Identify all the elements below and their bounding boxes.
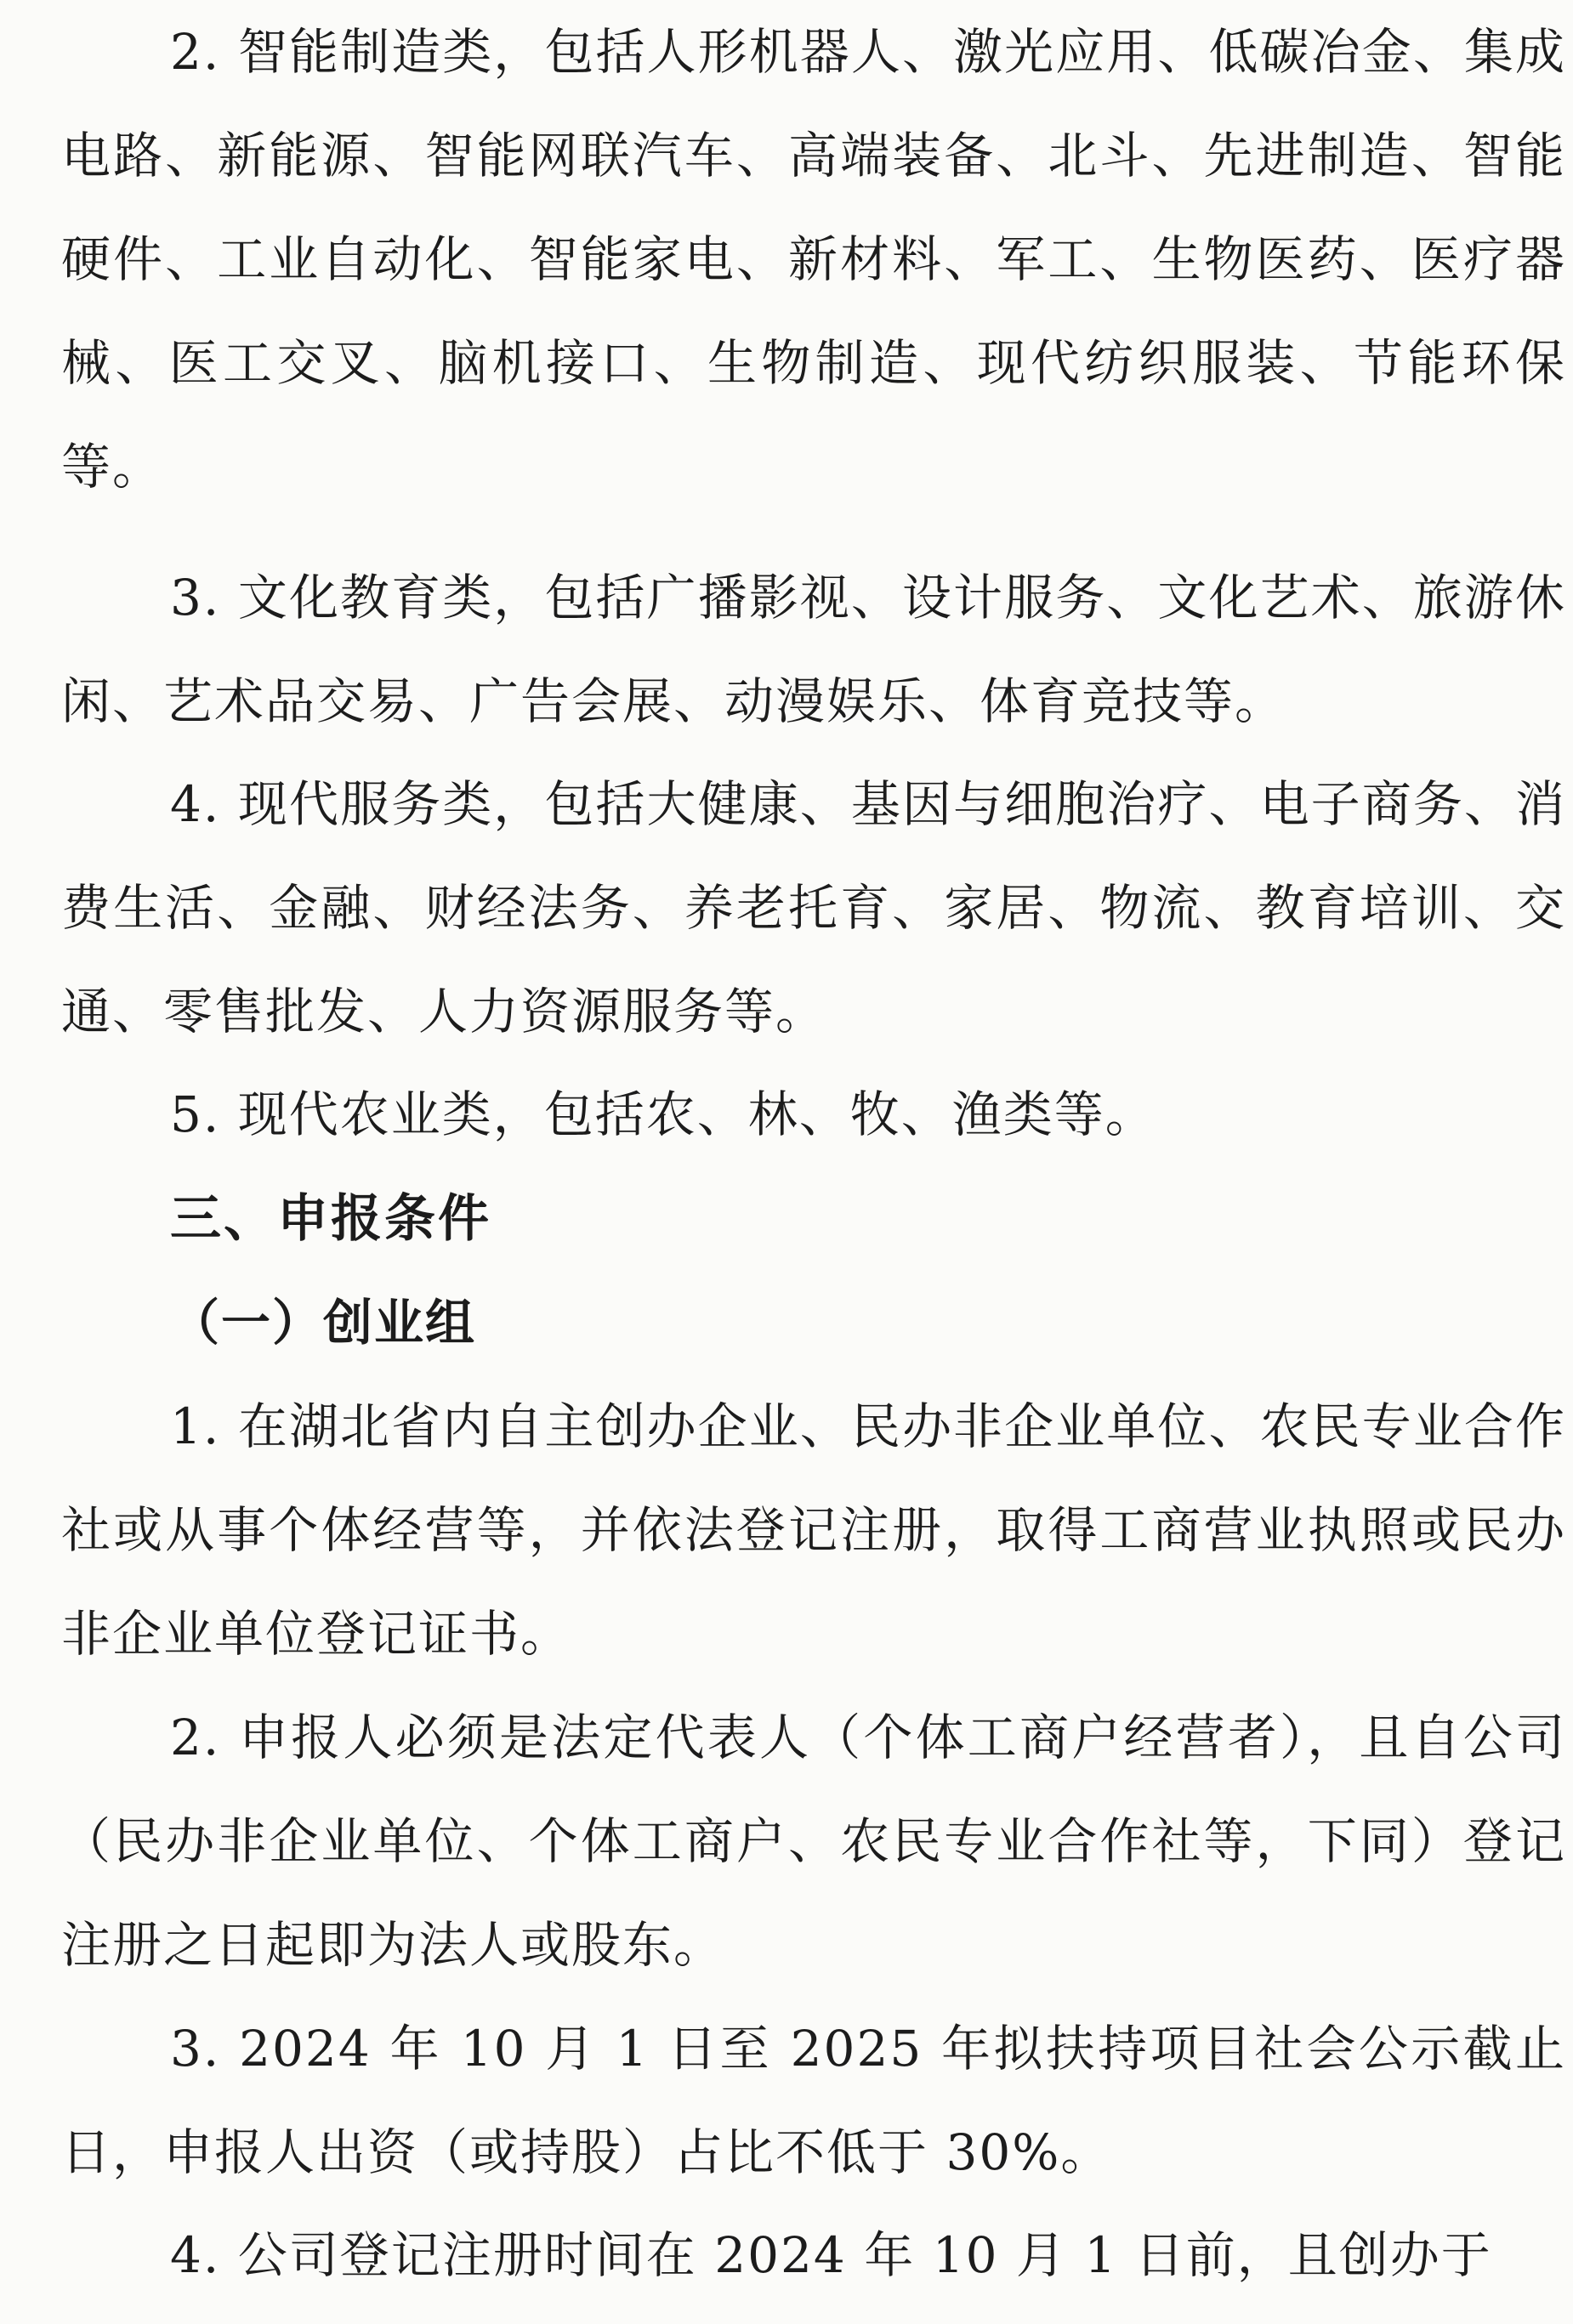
condition-4: 4. 公司登记注册时间在 2024 年 10 月 1 日前，且创办于	[170, 2226, 1492, 2284]
condition-2: 2. 申报人必须是法定代表人（个体工商户经营者），且自公司（民办非企业单位、个体工商户、农民专业合作社等，下同）登记注册之日起即为法人或股东。	[61, 1709, 1566, 1974]
paragraph-modern-service: 4. 现代服务类，包括大健康、基因与细胞治疗、电子商务、消费生活、金融、财经法务、养老托育、家居、物流、教育培训、交通、零售批发、人力资源服务等。	[61, 775, 1566, 1040]
subsection-heading-startup-group: （一）创业组	[170, 1294, 477, 1352]
paragraph-intelligent-manufacturing: 2. 智能制造类，包括人形机器人、激光应用、低碳冶金、集成电路、新能源、智能网联汽车、高端装备、北斗、先进制造、智能硬件、工业自动化、智能家电、新材料、军工、生物医药、医疗器械、医工交叉、脑机接口、生物制造、现代纺织服装、节能环保等。	[61, 23, 1566, 496]
paragraph-modern-agriculture: 5. 现代农业类，包括农、林、牧、渔类等。	[170, 1085, 1156, 1143]
condition-3: 3. 2024 年 10 月 1 日至 2025 年拟扶持项目社会公示截止日，申报人出资（或持股）占比不低于 30%。	[61, 2020, 1566, 2181]
section-heading-application-conditions: 三、申报条件	[170, 1189, 491, 1249]
condition-1: 1. 在湖北省内自主创办企业、民办非企业单位、农民专业合作社或从事个体经营等，并依法登记注册，取得工商营业执照或民办非企业单位登记证书。	[61, 1397, 1566, 1663]
paragraph-culture-education: 3. 文化教育类，包括广播影视、设计服务、文化艺术、旅游休闲、艺术品交易、广告会展、动漫娱乐、体育竞技等。	[61, 569, 1566, 730]
